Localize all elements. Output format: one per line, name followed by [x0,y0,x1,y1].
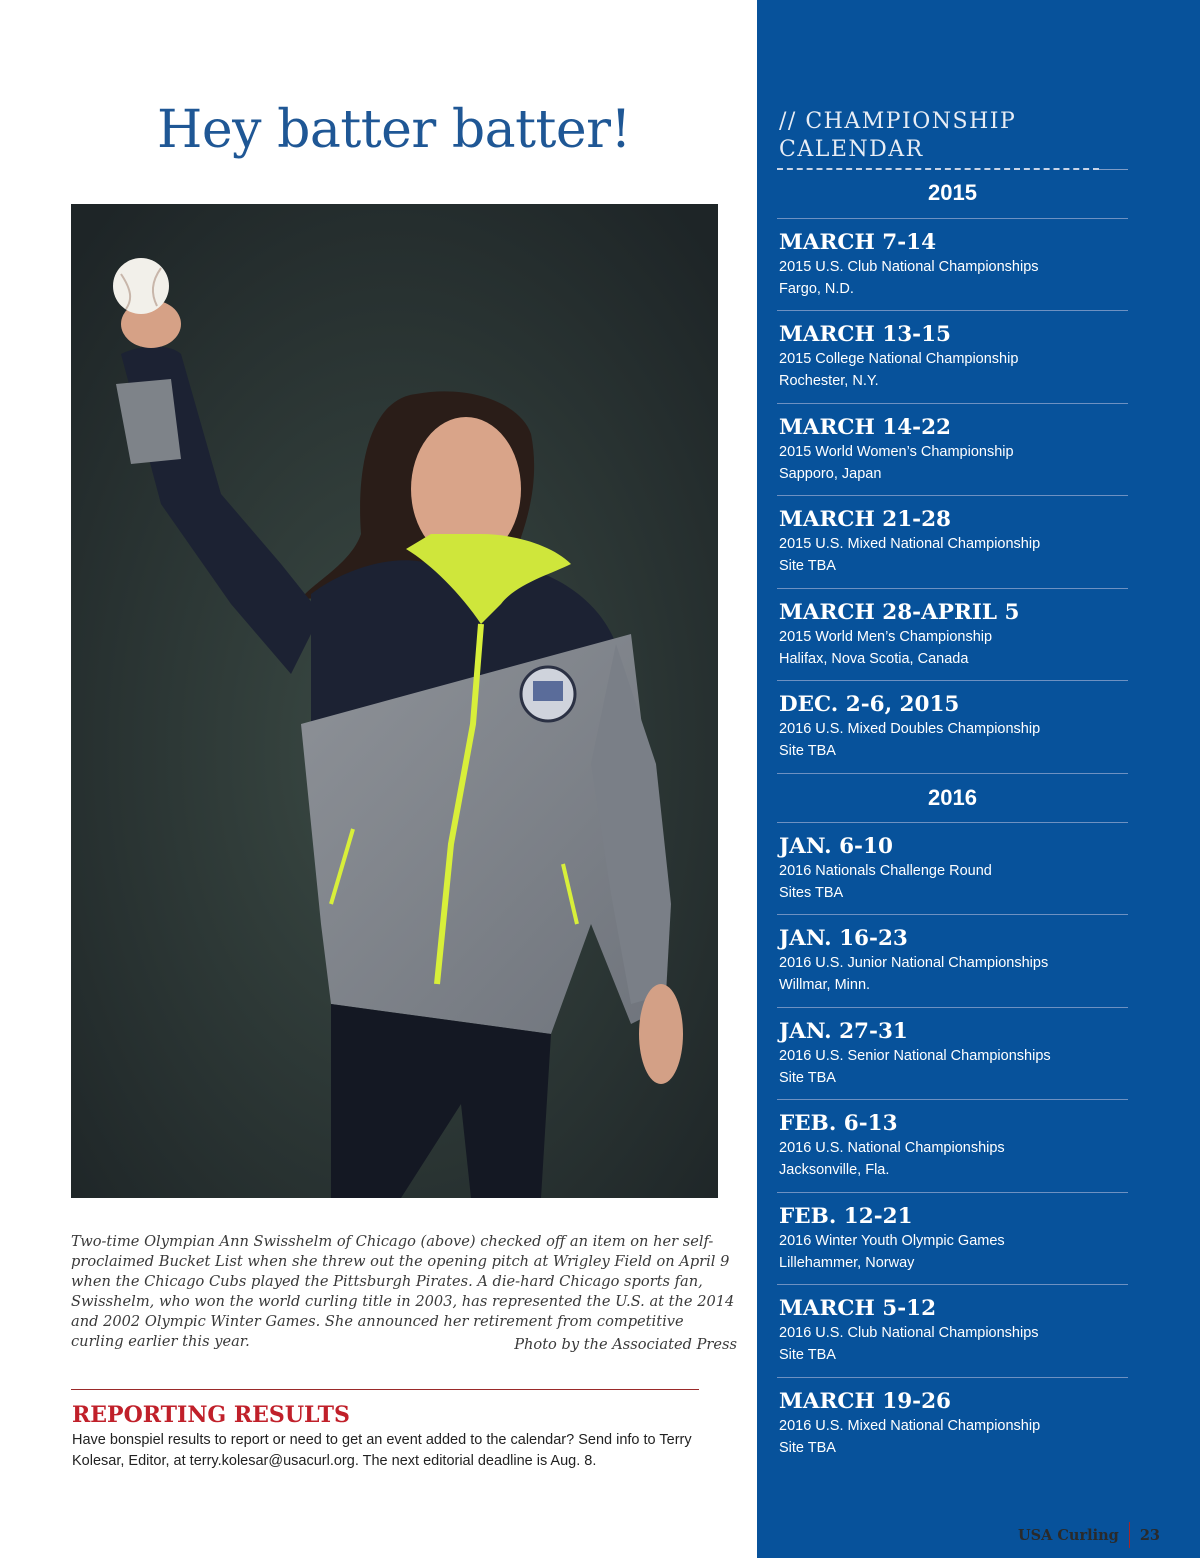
event-location: Lillehammer, Norway [779,1255,915,1271]
event-date: JAN. 6-10 [779,834,893,859]
event-date: MARCH 19-26 [779,1389,952,1414]
event-date: MARCH 28-APRIL 5 [779,600,1020,625]
page-headline: Hey batter batter! [157,100,631,160]
event-name: 2015 U.S. Club National Championships [779,259,1039,275]
event-location: Rochester, N.Y. [779,373,879,389]
event-date: MARCH 21-28 [779,507,952,532]
calendar-rule-end [1099,169,1128,170]
page-footer [1018,1522,1160,1548]
event-name: 2016 U.S. Mixed National Championship [779,1418,1041,1434]
calendar-separator [777,914,1128,915]
event-location: Site TBA [779,1440,836,1456]
year-heading-2016: 2016 [928,785,977,810]
event-name: 2016 U.S. Junior National Championships [779,955,1049,971]
event-date: DEC. 2-6, 2015 [779,692,960,717]
event-name: 2016 U.S. Senior National Championships [779,1048,1051,1064]
event-location: Jacksonville, Fla. [779,1162,890,1178]
event-date: JAN. 16-23 [779,926,908,951]
event-location: Sapporo, Japan [779,466,882,482]
calendar-event [779,1204,1129,1274]
section-divider [71,1389,699,1390]
photo-credit: Photo by the Associated Press [514,1336,737,1353]
calendar-heading-line2: CALENDAR [779,137,924,162]
calendar-event [779,415,1129,485]
year-heading-2015: 2015 [928,180,977,205]
photo-caption: Two-time Olympian Ann Swisshelm of Chicago (above) checked off an item on her self-proclaimed Bucket List when she threw out the opening pitch at Wrigley Field on April 9 when the Chicago Cubs played the Pittsburgh Pirates. A die-hard Chicago sports fan, Swisshelm, who won the world curling title in 2003, has represented the U.S. at the 2014 and 2002 Olympic Winter Games. She announced her retirement from competitive curling earlier this year. [71,1233,735,1350]
calendar-separator [777,773,1128,774]
calendar-event [779,322,1129,392]
calendar-event [779,834,1129,904]
calendar-separator [777,680,1128,681]
calendar-event [779,1111,1129,1181]
calendar-event [779,1019,1129,1089]
calendar-event [779,926,1129,996]
calendar-separator [777,1377,1128,1378]
event-location: Site TBA [779,1070,836,1086]
championship-calendar-sidebar [757,0,1200,1558]
event-location: Fargo, N.D. [779,281,854,297]
event-name: 2015 College National Championship [779,351,1019,367]
calendar-dashed-rule [777,168,1099,170]
calendar-separator [777,1192,1128,1193]
event-date: MARCH 7-14 [779,230,937,255]
reporting-results-body: Have bonspiel results to report or need to get an event added to the calendar? Send info to Terry Kolesar, Editor, at terry.kolesar@usacurl.org. The next editorial deadline is Aug. 8. [72,1432,692,1469]
calendar-separator [777,1007,1128,1008]
calendar-heading-line1: // CHAMPIONSHIP [779,109,1017,134]
publication-name: USA Curling [1017,1526,1119,1544]
calendar-event [779,692,1129,762]
page-number: 23 [1139,1526,1160,1544]
reporting-results-title: REPORTING RESULTS [72,1402,350,1428]
event-date: JAN. 27-31 [779,1019,908,1044]
calendar-separator [777,403,1128,404]
calendar-separator [777,1284,1128,1285]
event-name: 2016 Nationals Challenge Round [779,863,992,879]
calendar-separator [777,495,1128,496]
calendar-separator [777,218,1128,219]
calendar-event [779,1389,1129,1459]
event-date: FEB. 6-13 [779,1111,898,1136]
calendar-separator [777,822,1128,823]
event-name: 2016 Winter Youth Olympic Games [779,1233,1005,1249]
event-date: FEB. 12-21 [779,1204,913,1229]
event-location: Site TBA [779,1347,836,1363]
event-name: 2016 U.S. Mixed Doubles Championship [779,721,1041,737]
event-name: 2016 U.S. National Championships [779,1140,1005,1156]
footer-divider [1129,1522,1130,1548]
calendar-event [779,1296,1129,1366]
event-location: Site TBA [779,743,836,759]
event-location: Site TBA [779,558,836,574]
event-date: MARCH 5-12 [779,1296,937,1321]
calendar-separator [777,1099,1128,1100]
event-name: 2015 U.S. Mixed National Championship [779,536,1041,552]
event-date: MARCH 13-15 [779,322,952,347]
event-location: Willmar, Minn. [779,977,871,993]
calendar-event [779,230,1129,300]
event-name: 2015 World Women’s Championship [779,444,1014,460]
calendar-separator [777,310,1128,311]
event-location: Halifax, Nova Scotia, Canada [779,651,969,667]
calendar-heading [779,108,1016,164]
photo-illustration [71,204,718,1198]
calendar-event [779,507,1129,577]
calendar-event [779,600,1129,670]
article-photo [71,204,718,1198]
event-location: Sites TBA [779,885,844,901]
event-name: 2016 U.S. Club National Championships [779,1325,1039,1341]
event-date: MARCH 14-22 [779,415,952,440]
calendar-separator [777,588,1128,589]
event-name: 2015 World Men’s Championship [779,629,993,645]
